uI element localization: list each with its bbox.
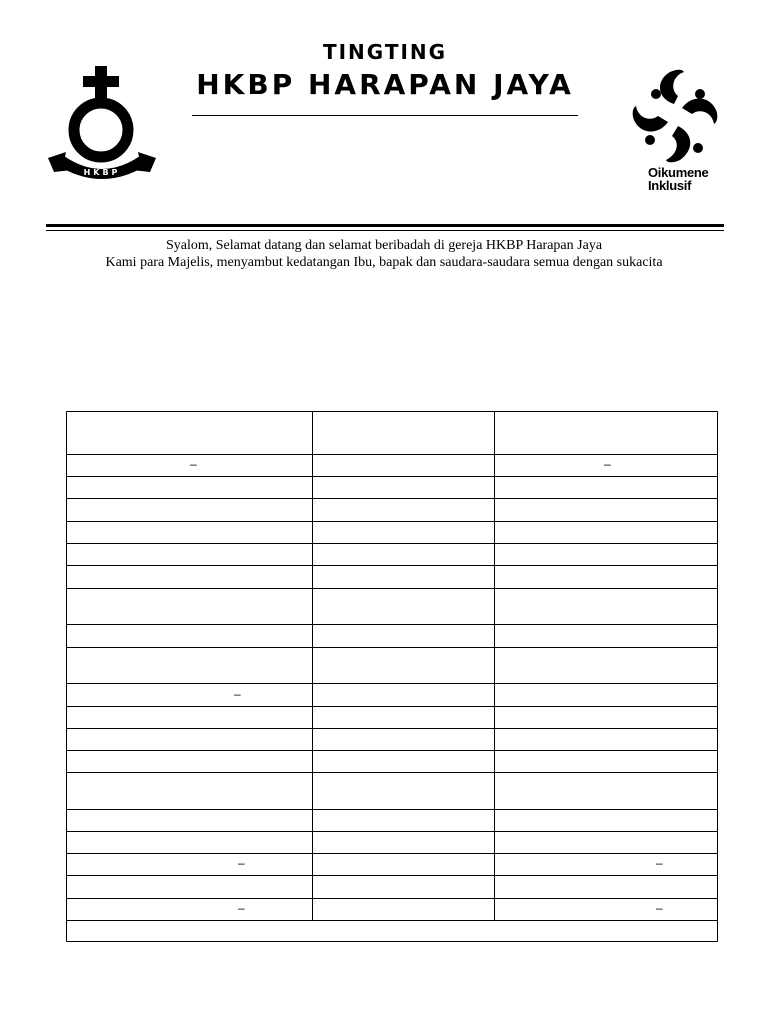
oikumene-label-line1: Oikumene [648, 165, 709, 180]
table-cell-mark: – [234, 686, 241, 701]
swirl-icon [633, 70, 718, 163]
ring-icon [74, 103, 128, 157]
table-cell-mark: – [604, 457, 611, 471]
page-subtitle: TINGTING [322, 40, 448, 64]
greeting-line-2: Kami para Majelis, menyambut kedatangan Ibu, bapak dan saudara-saudara semua dengan sukacita [105, 255, 663, 270]
greeting-line-1: Syalom, Selamat datang dan selamat beribadah di gereja HKBP Harapan Jaya [165, 238, 603, 253]
oikumene-label-line2: Inklusif [648, 178, 692, 193]
ribbon-text: HKBP [83, 168, 121, 177]
table-cell-mark: – [238, 856, 245, 870]
cross-icon [83, 66, 119, 98]
table-grid-lines [66, 411, 718, 942]
hkbp-logo [44, 64, 160, 188]
table-cell-mark: – [190, 457, 197, 471]
page-title: HKBP HARAPAN JAYA [196, 68, 574, 101]
header-divider-thick [46, 224, 724, 227]
schedule-table [66, 411, 718, 942]
oikumene-label [648, 166, 708, 192]
title-underline [192, 115, 578, 116]
table-cell-mark: – [656, 856, 663, 870]
header-divider-thin [46, 230, 724, 231]
greeting [40, 237, 728, 271]
table-cell-mark: – [656, 901, 663, 915]
table-cell-mark: – [238, 901, 245, 915]
